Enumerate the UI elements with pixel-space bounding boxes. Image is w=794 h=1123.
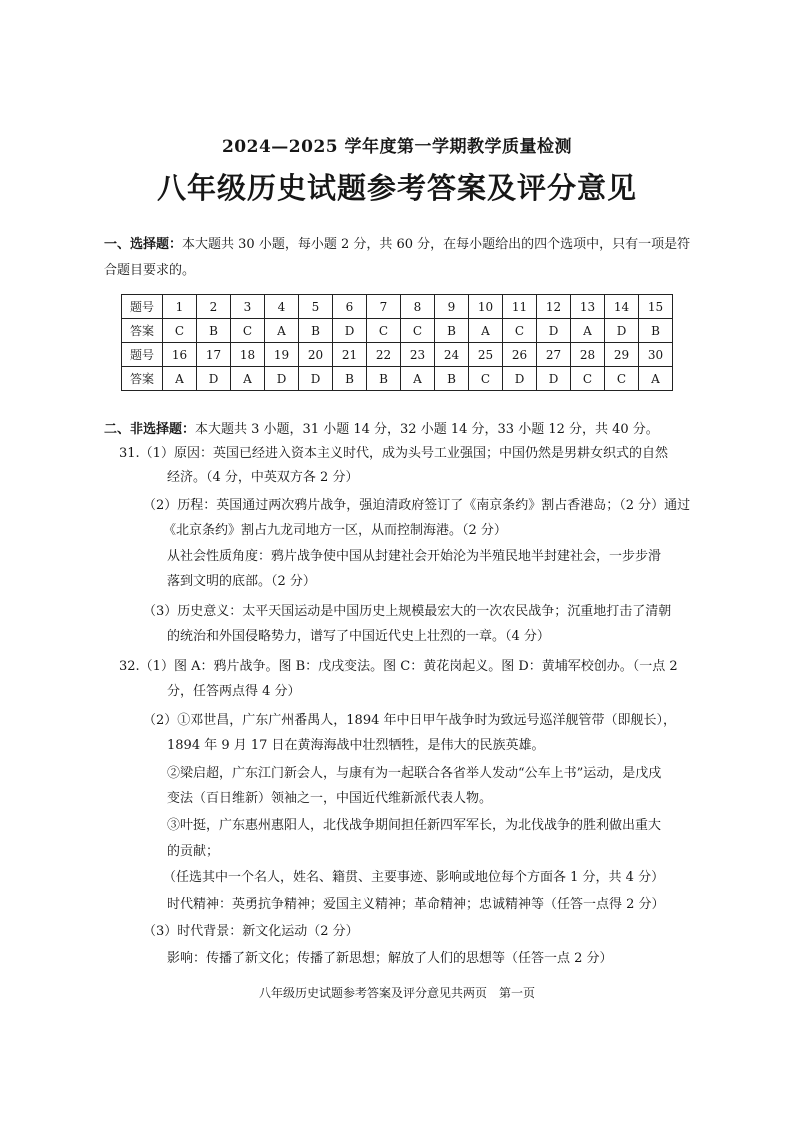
question-number-cell: 25 bbox=[469, 343, 503, 367]
answer-line: 落到文明的底部。（2 分） bbox=[167, 574, 316, 589]
question-number-cell: 23 bbox=[401, 343, 435, 367]
answer-cell: B bbox=[299, 319, 333, 343]
question-number-cell: 18 bbox=[231, 343, 265, 367]
question-number-cell: 7 bbox=[367, 295, 401, 319]
question-number-cell: 15 bbox=[639, 295, 673, 319]
section1-text-line2: 合题目要求的。 bbox=[104, 263, 196, 278]
answer-line: 从社会性质角度：鸦片战争使中国从封建社会开始沦为半殖民地半封建社会，一步步滑 bbox=[167, 549, 662, 564]
table-row-answers-2 bbox=[122, 367, 673, 391]
row-label-answer: 答案 bbox=[122, 367, 163, 391]
exam-term-title: 2024—2025 学年度第一学期教学质量检测 bbox=[221, 137, 573, 157]
answer-line: ③叶挺，广东惠州惠阳人，北伐战争期间担任新四军军长，为北伐战争的胜利做出重大 bbox=[167, 818, 662, 833]
answer-cell: A bbox=[265, 319, 299, 343]
question-number-cell: 13 bbox=[571, 295, 605, 319]
answer-cell: A bbox=[231, 367, 265, 391]
answer-cell: C bbox=[503, 319, 537, 343]
answer-line: 的贡献； bbox=[167, 844, 220, 859]
page-footer: 八年级历史试题参考答案及评分意见共两页 第一页 bbox=[258, 986, 535, 1000]
answer-line: （3）时代背景：新文化运动（2 分） bbox=[143, 924, 359, 939]
answer-line: 32.（1）图 A：鸦片战争。图 B：戊戌变法。图 C：黄花岗起义。图 D：黄埔军校创办。（一点 2 bbox=[119, 659, 678, 674]
table-row-questions-1 bbox=[122, 295, 673, 319]
answer-table bbox=[121, 294, 673, 391]
answer-cell: B bbox=[435, 319, 469, 343]
answer-cell: B bbox=[639, 319, 673, 343]
answer-cell: C bbox=[469, 367, 503, 391]
question-number-cell: 4 bbox=[265, 295, 299, 319]
answer-cell: A bbox=[639, 367, 673, 391]
row-label-question: 题号 bbox=[122, 295, 163, 319]
answer-line: 1894 年 9 月 17 日在黄海海战中壮烈牺牲，是伟大的民族英雄。 bbox=[167, 738, 545, 753]
question-number-cell: 21 bbox=[333, 343, 367, 367]
answer-cell: D bbox=[503, 367, 537, 391]
question-number-cell: 22 bbox=[367, 343, 401, 367]
question-number-cell: 2 bbox=[197, 295, 231, 319]
answer-line: ②梁启超，广东江门新会人，与康有为一起联合各省举人发动“公车上书”运动，是戊戌 bbox=[167, 766, 662, 781]
row-label-question: 题号 bbox=[122, 343, 163, 367]
question-number-cell: 10 bbox=[469, 295, 503, 319]
answer-cell: D bbox=[537, 319, 571, 343]
question-number-cell: 19 bbox=[265, 343, 299, 367]
question-number-cell: 30 bbox=[639, 343, 673, 367]
question-number-cell: 3 bbox=[231, 295, 265, 319]
answer-cell: A bbox=[401, 367, 435, 391]
answer-cell: A bbox=[163, 367, 197, 391]
answer-cell: D bbox=[537, 367, 571, 391]
question-number-cell: 24 bbox=[435, 343, 469, 367]
answer-line: 《北京条约》割占九龙司地方一区，从而控制海港。（2 分） bbox=[163, 523, 507, 538]
document-title: 八年级历史试题参考答案及评分意见 bbox=[156, 171, 637, 205]
answer-cell: A bbox=[469, 319, 503, 343]
answer-line: （任选其中一个名人，姓名、籍贯、主要事迹、影响或地位每个方面各 1 分，共 4 分） bbox=[163, 870, 665, 885]
answer-cell: D bbox=[299, 367, 333, 391]
answer-cell: B bbox=[197, 319, 231, 343]
question-number-cell: 29 bbox=[605, 343, 639, 367]
section2-intro bbox=[104, 417, 724, 443]
section1-text-line1: 本大题共 30 小题，每小题 2 分，共 60 分，在每小题给出的四个选项中，只有一项是符 bbox=[182, 237, 691, 252]
question-number-cell: 16 bbox=[163, 343, 197, 367]
answer-cell: D bbox=[333, 319, 367, 343]
question-number-cell: 9 bbox=[435, 295, 469, 319]
table-row-answers-1 bbox=[122, 319, 673, 343]
answer-cell: A bbox=[571, 319, 605, 343]
answer-cell: B bbox=[367, 367, 401, 391]
answer-cell: D bbox=[197, 367, 231, 391]
question-number-cell: 20 bbox=[299, 343, 333, 367]
row-label-answer: 答案 bbox=[122, 319, 163, 343]
section1-label: 一、选择题： bbox=[104, 237, 183, 252]
section2-label: 二、非选择题： bbox=[104, 422, 196, 437]
answer-line: 影响：传播了新文化；传播了新思想；解放了人们的思想等（任答一点 2 分） bbox=[167, 951, 613, 966]
answer-cell: D bbox=[265, 367, 299, 391]
question-number-cell: 14 bbox=[605, 295, 639, 319]
answer-line: 分，任答两点得 4 分） bbox=[167, 684, 301, 699]
answer-line: 时代精神：英勇抗争精神；爱国主义精神；革命精神；忠诚精神等（任答一点得 2 分） bbox=[167, 897, 665, 912]
answer-line: （2）历程：英国通过两次鸦片战争，强迫清政府签订了《南京条约》割占香港岛；（2 分）通过 bbox=[143, 498, 691, 513]
question-number-cell: 26 bbox=[503, 343, 537, 367]
answer-cell: C bbox=[231, 319, 265, 343]
question-number-cell: 8 bbox=[401, 295, 435, 319]
answer-cell: D bbox=[605, 319, 639, 343]
question-number-cell: 6 bbox=[333, 295, 367, 319]
section2-text: 本大题共 3 小题，31 小题 14 分，32 小题 14 分，33 小题 12 分，共 40 分。 bbox=[195, 422, 659, 437]
answer-line: 变法（百日维新）领袖之一，中国近代维新派代表人物。 bbox=[167, 791, 493, 806]
question-number-cell: 27 bbox=[537, 343, 571, 367]
answer-cell: C bbox=[571, 367, 605, 391]
answer-line: （2）①邓世昌，广东广州番禺人，1894 年中日甲午战争时为致远号巡洋舰管带（即舰长）， bbox=[143, 713, 676, 728]
answer-line: 31.（1）原因：英国已经进入资本主义时代，成为头号工业强国；中国仍然是男耕女织式的自然 bbox=[119, 446, 668, 461]
question-number-cell: 12 bbox=[537, 295, 571, 319]
answer-line: 经济。（4 分，中英双方各 2 分） bbox=[167, 470, 359, 485]
section1-intro bbox=[104, 232, 704, 284]
question-number-cell: 11 bbox=[503, 295, 537, 319]
answer-cell: B bbox=[435, 367, 469, 391]
answer-cell: C bbox=[605, 367, 639, 391]
question-number-cell: 5 bbox=[299, 295, 333, 319]
question-number-cell: 28 bbox=[571, 343, 605, 367]
question-number-cell: 1 bbox=[163, 295, 197, 319]
answer-line: （3）历史意义：太平天国运动是中国历史上规模最宏大的一次农民战争；沉重地打击了清朝 bbox=[143, 604, 672, 619]
answer-cell: B bbox=[333, 367, 367, 391]
answer-line: 的统治和外国侵略势力，谱写了中国近代史上壮烈的一章。（4 分） bbox=[167, 629, 550, 644]
answer-cell: C bbox=[163, 319, 197, 343]
table-row-questions-2 bbox=[122, 343, 673, 367]
answer-cell: C bbox=[401, 319, 435, 343]
answer-cell: C bbox=[367, 319, 401, 343]
question-number-cell: 17 bbox=[197, 343, 231, 367]
